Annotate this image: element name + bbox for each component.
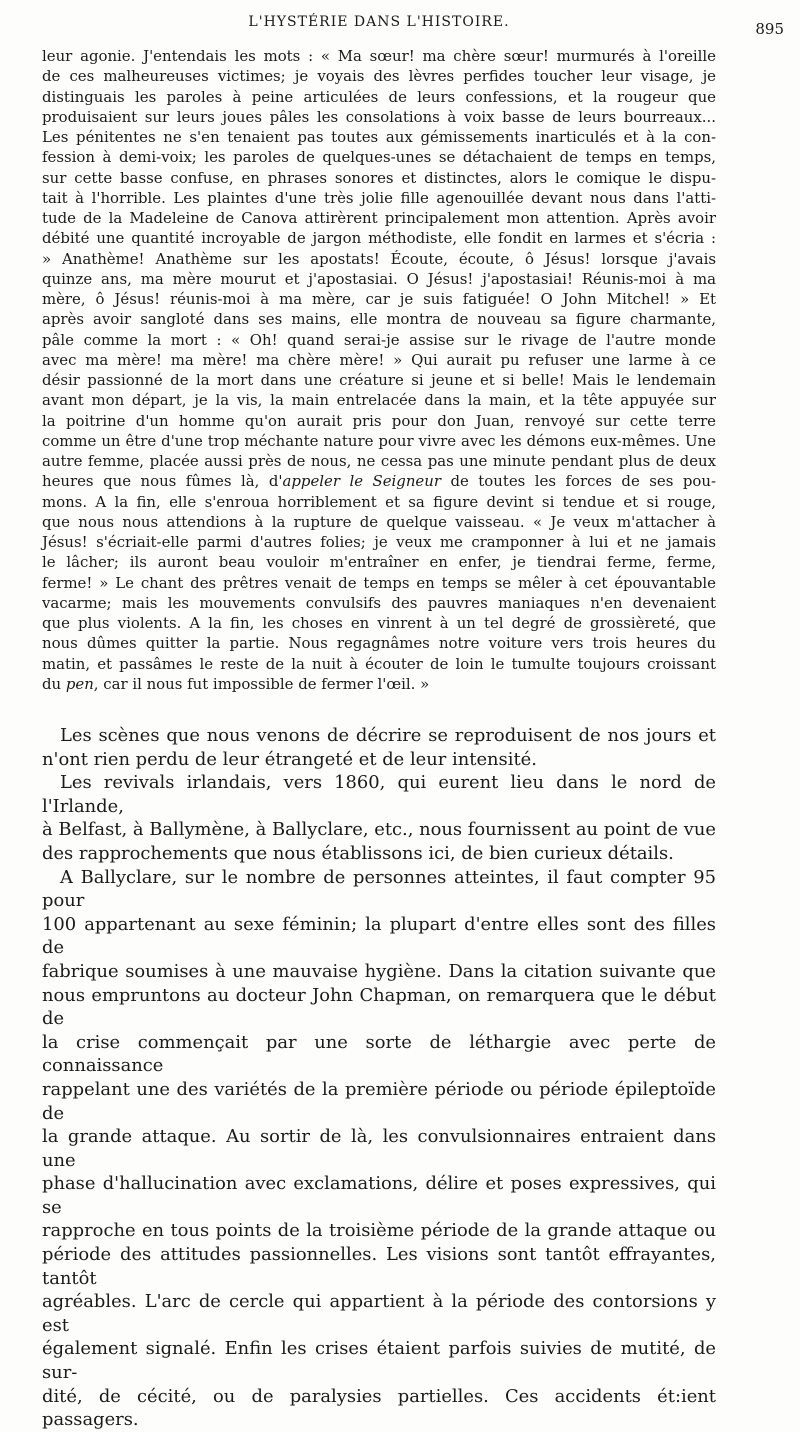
quote-line: tude de la Madeleine de Canova attirèrent principalement mon attention. Après avoir [42, 209, 716, 227]
quote-line: leur agonie. J'entendais les mots : « Ma sœur! ma chère sœur! murmurés à l'oreille [42, 47, 716, 65]
quote-line: sur cette basse confuse, en phrases sonores et distinctes, alors le comique le dispu- [42, 168, 716, 187]
quote-line: débité une quantité incroyable de jargon méthodiste, elle fondit en larmes et s'écria : [42, 229, 716, 248]
quoted-passage [42, 46, 716, 694]
quote-line [42, 674, 716, 694]
body-line: Les revivals irlandais, vers 1860, qui eurent lieu dans le nord de l'Irlande, [42, 772, 716, 817]
body-line: la crise commençait par une sorte de léthargie avec perte de connaissance [42, 1031, 716, 1077]
quote-line: comme un être d'une trop méchante nature pour vivre avec les démons eux-mêmes. Une [42, 431, 716, 450]
body-text [42, 724, 716, 1432]
quote-line: » Anathème! Anathème sur les apostats! Écoute, écoute, ô Jésus! lorsque j'avais [42, 249, 716, 268]
quote-line: autre femme, placée aussi près de nous, ne cessa pas une minute pendant plus de deux [42, 452, 716, 470]
quote-line: produisaient sur leurs joues pâles les consolations à voix basse de leurs bourreaux... [42, 107, 716, 126]
quote-line: avant mon départ, je la vis, la main entrelacée dans la main, et la tête appuyée sur [42, 391, 716, 410]
quote-line [42, 471, 716, 491]
quote-line: vacarme; mais les mouvements convulsifs des pauvres maniaques n'en devenaient [42, 593, 716, 612]
quote-line: le lâcher; ils auront beau vouloir m'entraîner en enfer, je tiendrai ferme, ferme, [42, 553, 716, 572]
quote-line: avec ma mère! ma mère! ma chère mère! » Qui aurait pu refuser une larme à ce [42, 350, 716, 369]
quote-line: tait à l'horrible. Les plaintes d'une très jolie fille agenouillée devant nous dans l'atti- [42, 188, 716, 207]
body-line: à Belfast, à Ballymène, à Ballyclare, etc., nous fournissent au point de vue [42, 819, 717, 841]
quote-line: pâle comme la mort : « Oh! quand serai-je assise sur le rivage de l'autre monde [42, 330, 716, 349]
body-line: 100 appartenant au sexe féminin; la plupart d'entre elles sont des filles de [42, 913, 716, 959]
body-line: fabrique soumises à une mauvaise hygiène. Dans la citation suivante que [42, 960, 716, 982]
body-line: rappelant une des variétés de la première période ou période épileptoïde de [42, 1078, 716, 1124]
quote-line: désir passionné de la mort dans une créature si jeune et si belle! Mais le lendemain [42, 371, 716, 389]
quote-line: que plus violents. A la fin, les choses en vinrent à un tel degré de grossièreté, que [42, 614, 716, 632]
running-title: L'HYSTÉRIE DANS L'HISTOIRE. [248, 14, 510, 30]
body-line: période des attitudes passionnelles. Les visions sont tantôt effrayantes, tantôt [42, 1244, 716, 1289]
body-line: Les scènes que nous venons de décrire se reproduisent de nos jours et [60, 725, 716, 746]
body-line: nous empruntons au docteur John Chapman, on remarquera que le début de [42, 984, 716, 1030]
italic-word: pen [65, 674, 94, 693]
body-line: rapproche en tous points de la troisième période de la grande attaque ou [42, 1220, 716, 1242]
quote-line: fession à demi-voix; les paroles de quelques-unes se détachaient de temps en temps, [42, 148, 716, 167]
body-line: également signalé. Enfin les crises étaient parfois suivies de mutité, de sur- [42, 1338, 716, 1384]
quote-text: de toutes les forces de ses pou- [440, 472, 716, 491]
running-header [42, 14, 784, 38]
quote-text: , car il nous fut impossible de fermer l'œil. » [93, 674, 430, 693]
quote-text: du [42, 674, 66, 693]
body-line: des rapprochements que nous établissons ici, de bien curieux détails. [42, 842, 674, 864]
quote-line: ferme! » Le chant des prêtres venait de temps en temps se mêler à cet épouvantable [42, 573, 716, 592]
italic-phrase: appeler le Seigneur [282, 472, 441, 491]
body-line: n'ont rien perdu de leur étrangeté et de leur intensité. [42, 748, 537, 770]
body-line: dité, de cécité, ou de paralysies partielles. Ces accidents ét:ient passagers. [42, 1385, 716, 1431]
body-line: phase d'hallucination avec exclamations, délire et poses expressives, qui se [42, 1173, 716, 1218]
quote-line: matin, et passâmes le reste de la nuit à écouter de loin le tumulte toujours croissant [42, 654, 716, 673]
page-number: 895 [755, 20, 784, 38]
quote-line: mons. A la fin, elle s'enroua horriblement et sa figure devint si tendue et si rouge, [42, 492, 716, 511]
quote-line: Les pénitentes ne s'en tenaient pas toutes aux gémissements inarticulés et à la con- [42, 128, 716, 146]
body-line: agréables. L'arc de cercle qui appartient à la période des contorsions y est [42, 1291, 716, 1336]
quote-line: de ces malheureuses victimes; je voyais des lèvres perfides toucher leur visage, je [42, 67, 716, 86]
quote-text: heures que nous fûmes là, d' [42, 472, 283, 491]
quote-line: Jésus! s'écriait-elle parmi d'autres folies; je veux me cramponner à lui et ne jamais [42, 533, 716, 551]
quote-line: la poitrine d'un homme qu'on aurait pris pour don Juan, renvoyé sur cette terre [42, 411, 716, 430]
body-line: A Ballyclare, sur le nombre de personnes atteintes, il faut compter 95 pour [42, 866, 716, 912]
quote-line: quinze ans, ma mère mourut et j'apostasiai. O Jésus! j'apostasiai! Réunis-moi à ma [42, 269, 716, 288]
quote-line: que nous nous attendions à la rupture de quelque vaisseau. « Je veux m'attacher à [42, 512, 716, 531]
quote-line: après avoir sangloté dans ses mains, elle montra de nouveau sa figure charmante, [42, 310, 716, 329]
quote-line: nous dûmes quitter la partie. Nous regagnâmes notre voiture vers trois heures du [42, 634, 716, 653]
quote-line: mère, ô Jésus! réunis-moi à ma mère, car je suis fatiguée! O John Mitchel! » Et [42, 290, 716, 308]
body-line: la grande attaque. Au sortir de là, les convulsionnaires entraient dans une [42, 1126, 716, 1171]
quote-line: distinguais les paroles à peine articulées de leurs confessions, et la rougeur que [42, 87, 716, 106]
